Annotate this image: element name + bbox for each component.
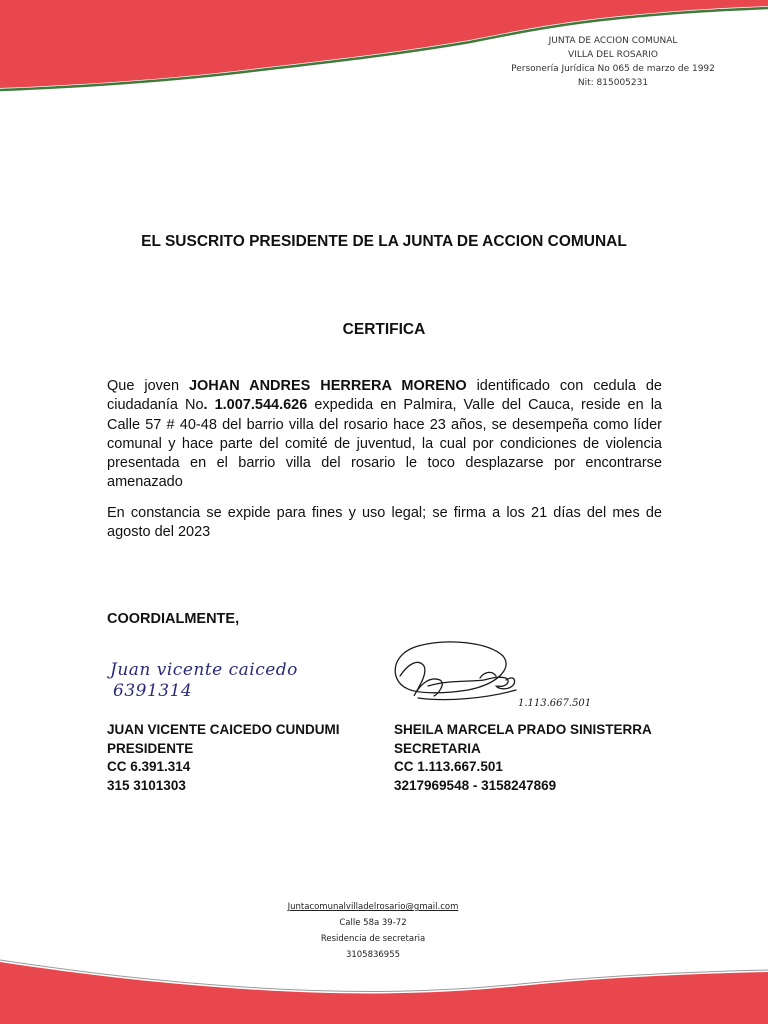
president-id: CC 6.391.314 bbox=[107, 759, 191, 774]
legal-registration: Personería Jurídica No 065 de marzo de 1992 bbox=[511, 64, 715, 74]
organization-name: JUNTA DE ACCION COMUNAL bbox=[548, 36, 678, 46]
document-subtitle: CERTIFICA bbox=[342, 321, 426, 338]
document-title: EL SUSCRITO PRESIDENTE DE LA JUNTA DE ACCION COMUNAL bbox=[141, 233, 627, 250]
footer-address: Calle 58a 39-72 bbox=[339, 918, 407, 928]
president-handwritten-signature bbox=[110, 660, 298, 702]
organization-info bbox=[500, 34, 726, 90]
signature-id-number: 1.113.667.501 bbox=[518, 698, 592, 709]
footer-residence: Residencia de secretaria bbox=[320, 934, 426, 944]
secretary-name: SHEILA MARCELA PRADO SINISTERRA bbox=[394, 722, 652, 737]
secretary-signature bbox=[388, 636, 592, 710]
president-role: PRESIDENTE bbox=[107, 740, 194, 756]
secretary-signature-block bbox=[394, 721, 652, 795]
organization-location: VILLA DEL ROSARIO bbox=[568, 50, 658, 60]
secretary-phone: 3217969548 - 3158247869 bbox=[394, 777, 557, 793]
certified-person-id: . 1.007.544.626 bbox=[203, 397, 308, 414]
footer-email-link[interactable]: Juntacomunalvilladelrosario@gmail.com bbox=[287, 902, 459, 912]
closing-salutation: COORDIALMENTE, bbox=[107, 611, 240, 627]
president-name: JUAN VICENTE CAICEDO CUNDUMI bbox=[107, 722, 340, 737]
signature-tail bbox=[418, 690, 516, 700]
handwritten-name: Juan vicente caicedo bbox=[110, 660, 298, 680]
signature-outer-loop bbox=[395, 642, 506, 693]
certified-person-name: JOHAN ANDRES HERRERA MORENO bbox=[188, 378, 467, 394]
footer-banner-red-wave bbox=[0, 962, 768, 1024]
secretary-id: CC 1.113.667.501 bbox=[394, 759, 503, 774]
secretary-role: SECRETARIA bbox=[394, 740, 481, 756]
issuance-paragraph: En constancia se expide para fines y uso legal; se firma a los 21 días del mes de agosto del 2023 bbox=[107, 505, 662, 541]
para-text-2: identificado con cedula de ciudadanía No bbox=[107, 378, 662, 414]
para-text-1: Que joven bbox=[107, 378, 189, 394]
president-signature-block bbox=[107, 721, 340, 795]
footer-phone: 3105836955 bbox=[345, 950, 401, 960]
signature-stroke-a bbox=[400, 662, 442, 696]
handwritten-id: 6391314 bbox=[113, 681, 193, 701]
footer-banner bbox=[0, 954, 768, 1024]
president-phone: 315 3101303 bbox=[107, 777, 186, 793]
nit-number: Nit: 815005231 bbox=[577, 78, 649, 88]
signature-stroke-c bbox=[480, 672, 515, 688]
para-text-3: expedida en Palmira, Valle del Cauca, reside en la Calle 57 # 40-48 del barrio villa del rosario hace 23 años, se desempeña como líder comunal y hace parte del comité de juventud, la cual por condiciones de violencia presentada en el barrio villa del rosario le toco desplazarse por encontrarse amenazado bbox=[107, 397, 662, 491]
certification-paragraph bbox=[107, 377, 662, 493]
